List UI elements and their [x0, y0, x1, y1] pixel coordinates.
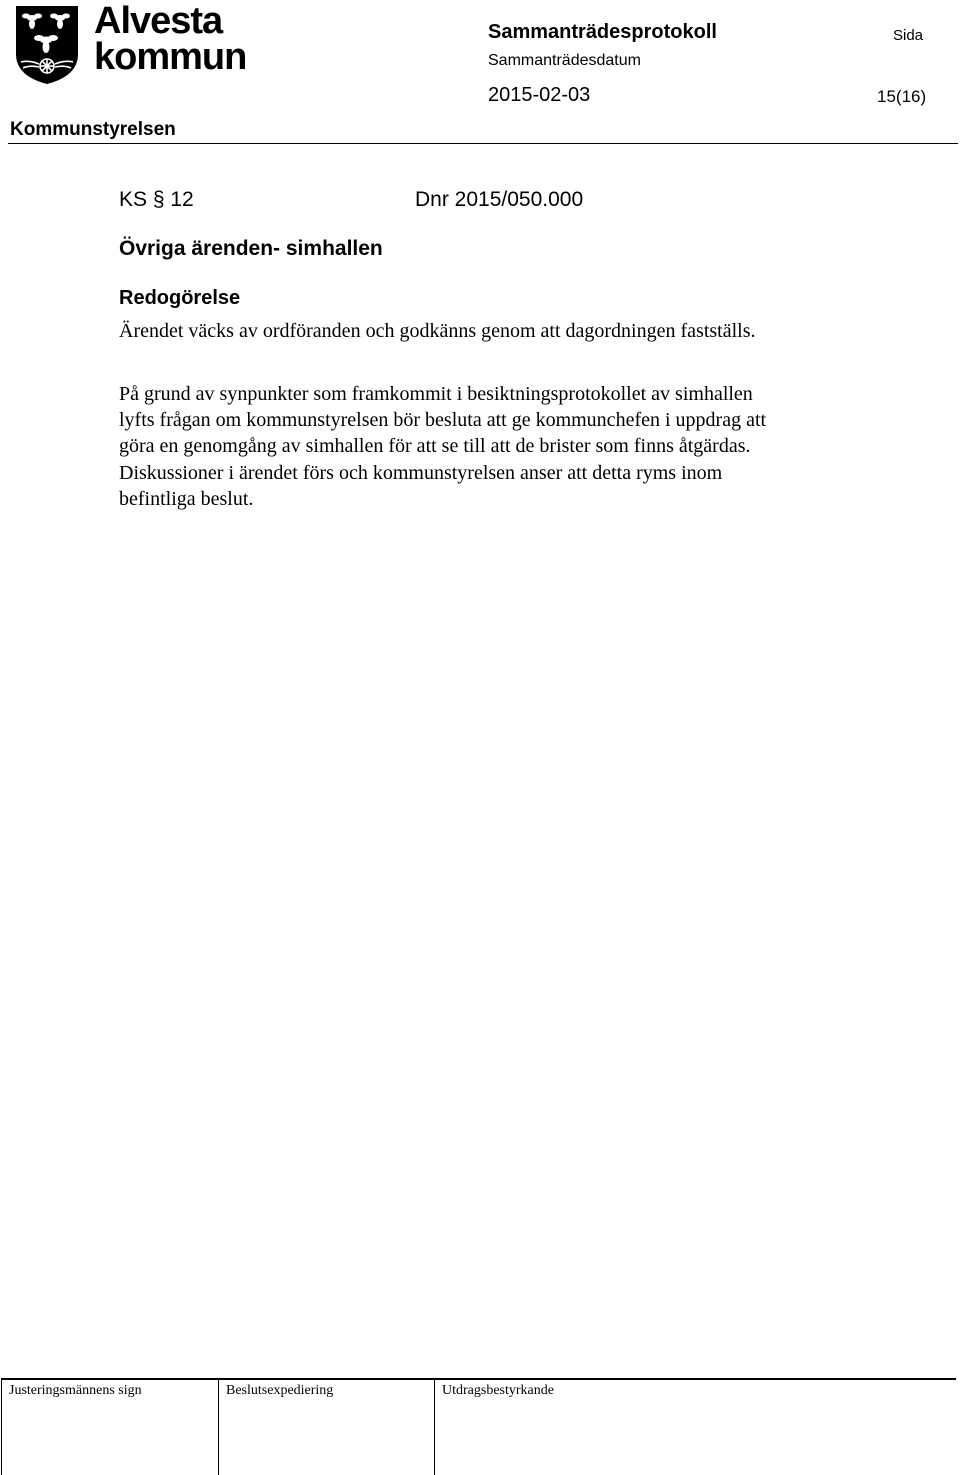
- coat-of-arms-icon: [12, 2, 82, 86]
- header-divider: [8, 143, 958, 144]
- meeting-date: 2015-02-03: [488, 84, 591, 106]
- footer-cell-label: Beslutsexpediering: [226, 1383, 334, 1398]
- footer-cell-certification: [435, 1380, 956, 1475]
- signature-footer: [1, 1378, 956, 1475]
- logo-text-kommun: kommun: [94, 36, 247, 78]
- footer-cell-signatures: [2, 1380, 219, 1475]
- section-heading: Redogörelse: [119, 287, 241, 309]
- registration-number: Dnr 2015/050.000: [415, 188, 584, 211]
- page-label: Sida: [893, 27, 924, 44]
- footer-cell-label: Utdragsbestyrkande: [442, 1383, 554, 1398]
- logo-text-alvesta: Alvesta: [94, 0, 223, 42]
- page-number: 15(16): [877, 87, 927, 106]
- governing-body: Kommunstyrelsen: [10, 119, 176, 140]
- case-number: KS § 12: [119, 188, 194, 211]
- municipality-logo: [12, 0, 247, 86]
- document-type: Sammanträdesprotokoll: [488, 21, 717, 43]
- case-title: Övriga ärenden- simhallen: [119, 237, 383, 260]
- body-paragraph: Ärendet väcks av ordföranden och godkänns genom att dagordningen fastställs.: [119, 320, 756, 342]
- body-paragraph: På grund av synpunkter som framkommit i besiktningsprotokollet av simhallen lyfts frågan om kommunstyrelsen bör besluta att ge kommunchefen i uppdrag att göra en genomgång av simhallen för att se till att de brister som finns åtgärdas. Diskussioner i ärendet förs och kommunstyrelsen anser att detta ryms inom befintliga beslut.: [119, 383, 767, 510]
- footer-cell-dispatch: [219, 1380, 435, 1475]
- footer-cell-label: Justeringsmännens sign: [9, 1383, 142, 1398]
- meeting-date-label: Sammanträdesdatum: [488, 52, 641, 69]
